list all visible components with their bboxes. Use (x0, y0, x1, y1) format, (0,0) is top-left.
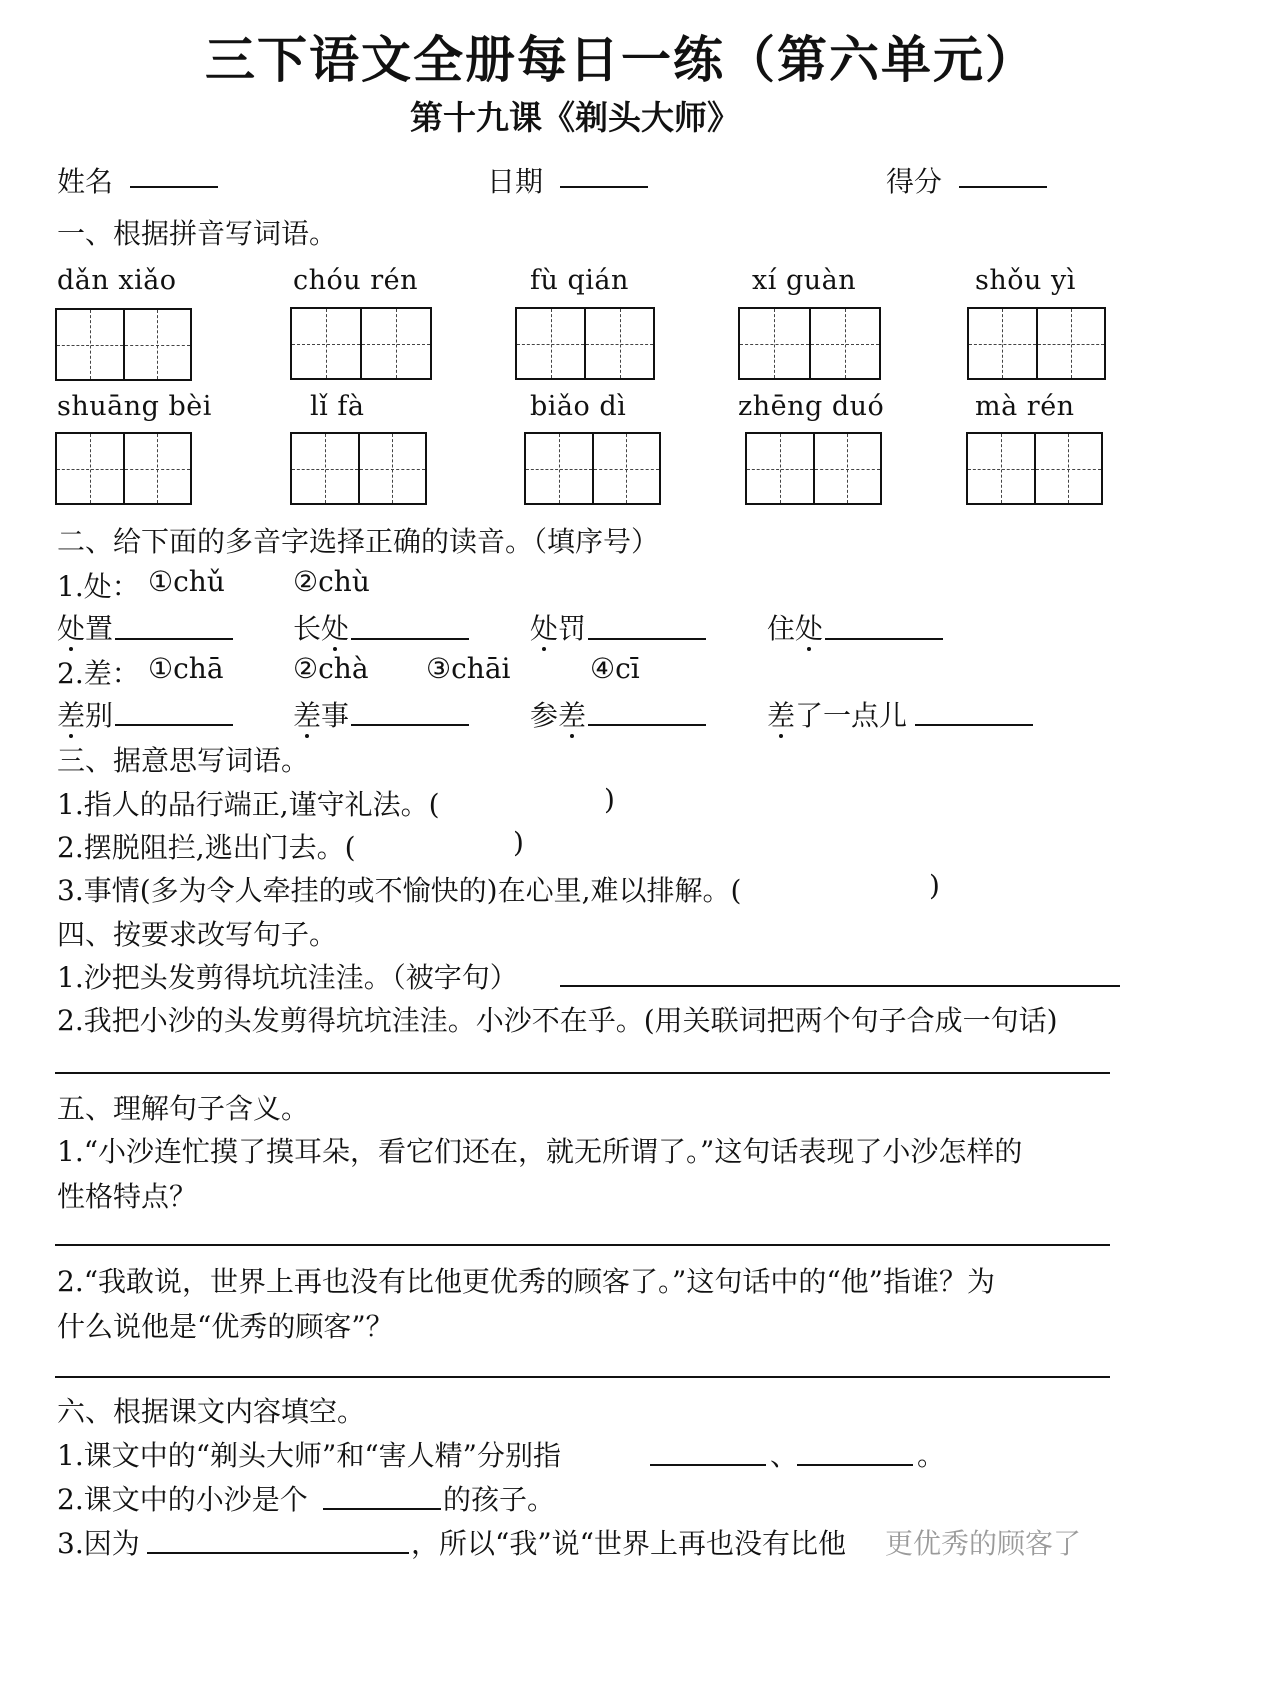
writing-grid[interactable] (745, 432, 882, 505)
polyphone-word: 差别 (57, 699, 114, 732)
writing-grid[interactable] (524, 432, 661, 505)
worksheet-title: 三下语文全册每日一练（第六单元） (205, 31, 1037, 89)
cut-off-text: 更优秀的顾客了 (885, 1527, 1082, 1560)
writing-grid[interactable] (290, 432, 427, 505)
reading-option: ④cī (590, 652, 640, 685)
question-number: 1.处： (57, 570, 140, 603)
section-1-heading: 一、根据拼音写词语。 (57, 217, 338, 250)
answer-blank[interactable] (323, 1508, 441, 1510)
answer-blank[interactable] (650, 1464, 766, 1466)
answer-blank[interactable] (588, 638, 706, 640)
polyphone-word: 参差 (530, 699, 587, 732)
writing-grid[interactable] (967, 307, 1106, 380)
period: 。 (917, 1439, 946, 1472)
pinyin-label: lǐ fà (310, 391, 365, 422)
answer-blank[interactable] (147, 1552, 409, 1554)
lesson-subtitle: 第十九课《剃头大师》 (410, 98, 740, 137)
writing-grid[interactable] (290, 307, 432, 380)
section-3-heading: 三、据意思写词语。 (57, 744, 310, 777)
definition-question: 1.指人的品行端正,谨守礼法。( (57, 788, 440, 821)
polyphone-word: 住处 (767, 612, 824, 645)
fill-question: 3.因为 (57, 1527, 140, 1560)
pinyin-label: zhēng duó (738, 391, 885, 422)
polyphone-word: 差事 (293, 699, 350, 732)
answer-blank[interactable] (825, 638, 943, 640)
writing-grid[interactable] (966, 432, 1103, 505)
polyphone-word: 差了一点儿 (767, 699, 908, 732)
pinyin-label: biǎo dì (530, 391, 627, 422)
pinyin-label: shuāng bèi (57, 391, 212, 422)
fill-question-end: 的孩子。 (443, 1483, 556, 1516)
answer-line[interactable] (55, 1376, 1110, 1378)
section-5-heading: 五、理解句子含义。 (57, 1092, 310, 1125)
date-label: 日期 (487, 165, 544, 198)
comprehension-question: 什么说他是“优秀的顾客”？ (57, 1310, 394, 1343)
close-paren: ) (604, 783, 615, 816)
rewrite-question: 2.我把小沙的头发剪得坑坑洼洼。小沙不在乎。(用关联词把两个句子合成一句话) (57, 1004, 1058, 1037)
section-2-heading: 二、给下面的多音字选择正确的读音。（填序号） (57, 525, 660, 558)
comprehension-question: 2.“我敢说，世界上再也没有比他更优秀的顾客了。”这句话中的“他”指谁？为 (57, 1265, 995, 1298)
section-6-heading: 六、根据课文内容填空。 (57, 1395, 366, 1428)
answer-line[interactable] (560, 985, 1120, 987)
writing-grid[interactable] (55, 432, 192, 505)
answer-blank[interactable] (115, 638, 233, 640)
close-paren: ) (929, 869, 940, 902)
name-field[interactable] (130, 186, 218, 188)
writing-grid[interactable] (515, 307, 655, 380)
pinyin-label: chóu rén (293, 265, 419, 296)
question-number: 2.差： (57, 657, 140, 690)
answer-blank[interactable] (351, 724, 469, 726)
answer-line[interactable] (55, 1244, 1110, 1246)
definition-question: 3.事情(多为令人牵挂的或不愉快的)在心里,难以排解。( (57, 874, 742, 907)
reading-option: ①chǔ (148, 565, 225, 598)
writing-grid[interactable] (55, 308, 192, 381)
writing-grid[interactable] (738, 307, 881, 380)
pinyin-label: mà rén (975, 391, 1075, 422)
polyphone-word: 长处 (293, 612, 350, 645)
reading-option: ②chù (293, 565, 370, 598)
comprehension-question: 1.“小沙连忙摸了摸耳朵，看它们还在，就无所谓了。”这句话表现了小沙怎样的 (57, 1135, 1023, 1168)
name-label: 姓名 (57, 165, 114, 198)
fill-question-end: ，所以“我”说“世界上再也没有比他 (411, 1527, 846, 1560)
score-field[interactable] (959, 186, 1047, 188)
section-4-heading: 四、按要求改写句子。 (57, 918, 338, 951)
polyphone-word: 处置 (57, 612, 114, 645)
rewrite-question: 1.沙把头发剪得坑坑洼洼。（被字句） (57, 961, 518, 994)
pinyin-label: xí guàn (752, 265, 857, 296)
answer-line[interactable] (55, 1072, 1110, 1074)
fill-question: 2.课文中的小沙是个 (57, 1483, 308, 1516)
close-paren: ) (513, 826, 524, 859)
polyphone-word: 处罚 (530, 612, 587, 645)
reading-option: ①chā (148, 652, 224, 685)
score-label: 得分 (886, 165, 943, 198)
answer-blank[interactable] (588, 724, 706, 726)
pinyin-label: fù qián (530, 265, 629, 296)
comprehension-question: 性格特点？ (57, 1180, 198, 1213)
date-field[interactable] (560, 186, 648, 188)
separator: 、 (770, 1439, 799, 1472)
definition-question: 2.摆脱阻拦,逃出门去。( (57, 831, 356, 864)
reading-option: ③chāi (426, 652, 511, 685)
answer-blank[interactable] (115, 724, 233, 726)
answer-blank[interactable] (797, 1464, 913, 1466)
answer-blank[interactable] (915, 724, 1033, 726)
pinyin-label: dǎn xiǎo (57, 265, 177, 296)
pinyin-label: shǒu yì (975, 265, 1076, 296)
reading-option: ②chà (293, 652, 369, 685)
answer-blank[interactable] (351, 638, 469, 640)
fill-question: 1.课文中的“剃头大师”和“害人精”分别指 (57, 1439, 561, 1472)
